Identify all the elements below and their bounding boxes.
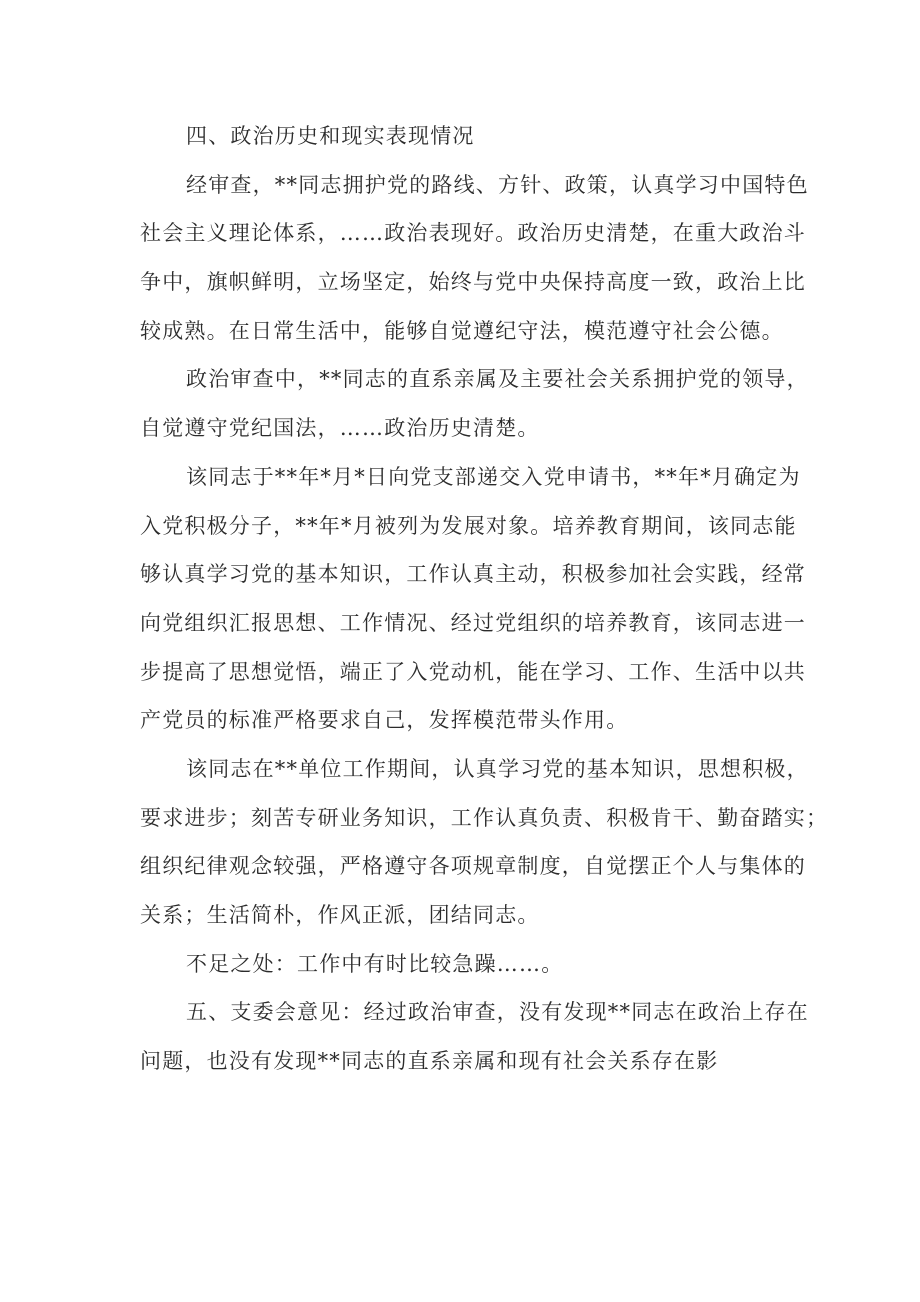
text-line: 步提高了思想觉悟，端正了入党动机，能在学习、工作、生活中以共: [140, 659, 806, 684]
paragraph-committee-opinion: [140, 988, 809, 1085]
text-line: 该同志在**单位工作期间，认真学习党的基本知识，思想积极，: [186, 756, 809, 781]
text-line: 自觉遵守党纪国法，……政治历史清楚。: [140, 416, 540, 441]
text-line: 政治审查中，**同志的直系亲属及主要社会关系拥护党的领导，: [186, 367, 809, 392]
text-line: 社会主义理论体系，……政治表现好。政治历史清楚，在重大政治斗: [140, 221, 806, 246]
text-line: 关系；生活简朴，作风正派，团结同志。: [140, 903, 540, 927]
text-line: 够认真学习党的基本知识，工作认真主动，积极参加社会实践，经常: [140, 562, 806, 587]
paragraph-application-history: [140, 453, 806, 745]
paragraph-family-review: [140, 355, 809, 452]
section-heading-4: 四、政治历史和现实表现情况: [186, 124, 475, 148]
paragraph-work-performance: [140, 745, 829, 940]
paragraph-shortcomings: [140, 940, 786, 989]
document-body: [140, 112, 829, 1086]
text-line: 要求进步；刻苦专研业务知识，工作认真负责、积极肯干、勤奋踏实；: [140, 805, 829, 830]
text-line: 向党组织汇报思想、工作情况、经过党组织的培养教育，该同志进一: [140, 610, 806, 635]
text-line: 较成熟。在日常生活中，能够自觉遵纪守法，模范遵守社会公德。: [140, 318, 784, 343]
text-line: 经审查，**同志拥护党的路线、方针、政策，认真学习中国特色: [186, 172, 809, 197]
text-line: 争中，旗帜鲜明，立场坚定，始终与党中央保持高度一致，政治上比: [140, 270, 806, 295]
text-line: 该同志于**年*月*日向党支部递交入党申请书，**年*月确定为: [186, 464, 801, 489]
text-line: 不足之处：工作中有时比较急躁……。: [186, 951, 564, 976]
text-line: 入党积极分子，**年*月被列为发展对象。培养教育期间，该同志能: [140, 513, 797, 538]
text-line: 组织纪律观念较强，严格遵守各项规章制度，自觉摆正个人与集体的: [140, 854, 806, 879]
paragraph-political-review: [140, 161, 809, 356]
text-line: 产党员的标准严格要求自己，发挥模范带头作用。: [140, 708, 629, 733]
text-line: 问题，也没有发现**同志的直系亲属和现有社会关系存在影: [140, 1049, 719, 1074]
text-line: 五、支委会意见：经过政治审查，没有发现**同志在政治上存在: [186, 1000, 809, 1025]
